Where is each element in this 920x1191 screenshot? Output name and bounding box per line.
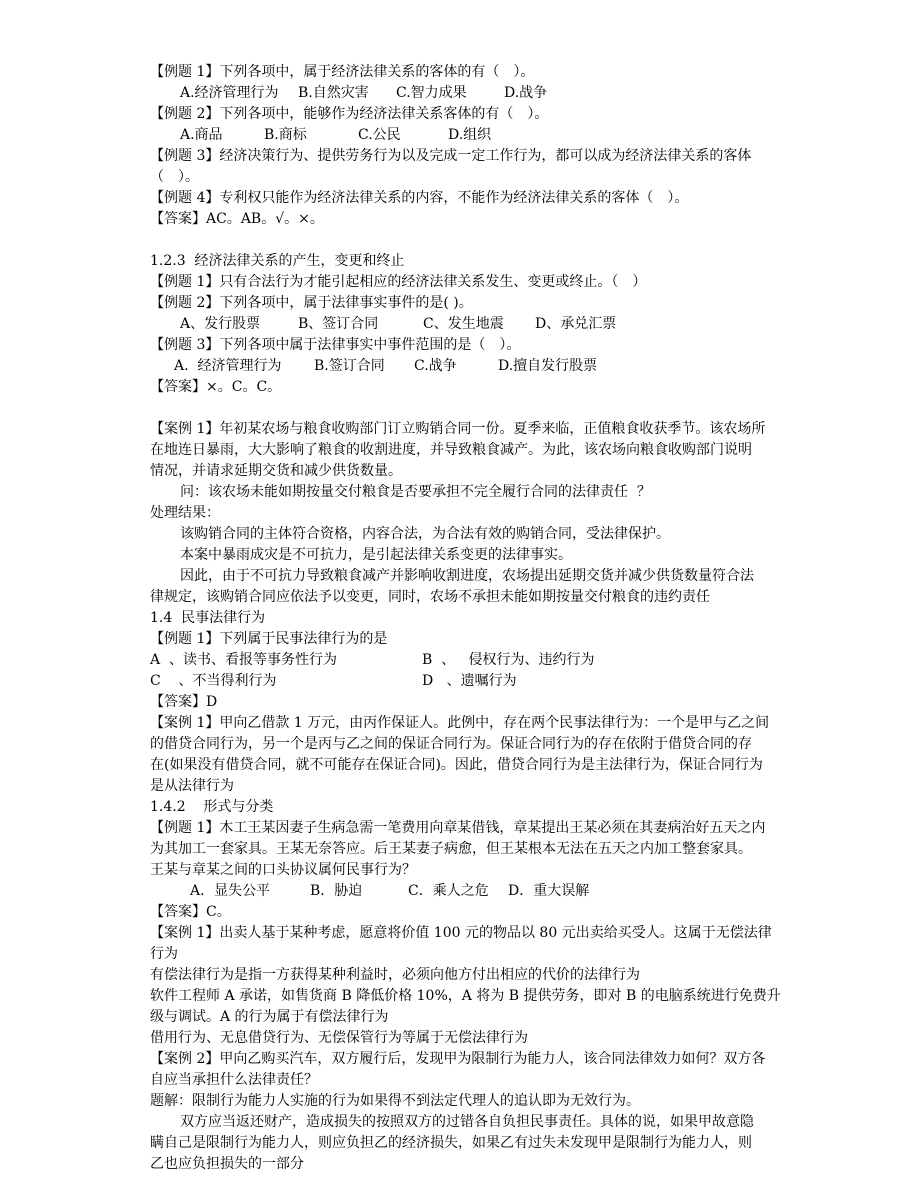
exercise-1-question: 【例题 1】木工王某因妻子生病急需一笔费用向章某借钱，章某提出王某必须在其妻病治好五天之内 [150, 820, 766, 836]
option: C 、不当得利行为 [150, 673, 277, 689]
case-1-text: 在地连日暴雨，大大影响了粮食的收割进度，并导致粮食减产。为此，该农场向粮食收购部门说明 [150, 442, 752, 458]
case-1-text: 是从法律行为 [150, 778, 234, 794]
case-2-solution: 双方应当返还财产，造成损失的按照双方的过错各自负担民事责任。具体的说，如果甲故意隐 [180, 1114, 754, 1130]
case-1-text: 借用行为、无息借贷行为、无偿保管行为等属于无偿法律行为 [150, 1030, 528, 1046]
option: C.战争 [414, 358, 457, 374]
case-2-solution: 题解：限制行为能力人实施的行为如果得不到法定代理人的追认即为无效行为。 [150, 1093, 640, 1109]
spacer [150, 398, 840, 419]
result-paragraph-cont: 律规定，该购销合同应依法予以变更，同时，农场不承担未能如期按量交付粮食的违约责任 [150, 589, 710, 605]
exercise-2-question: 【例题 2】下列各项中，属于法律事实事件的是( )。 [150, 295, 473, 311]
case-1-question: 问：该农场未能如期按量交付粮食是否要承担不完全履行合同的法律责任 ？ [180, 484, 651, 500]
case-1-text: 行为 [150, 946, 178, 962]
answer: 【答案】AC。AB。√。×。 [150, 211, 324, 227]
answer: 【答案】D [150, 694, 218, 710]
case-2-solution-cont: 乙也应负担损失的一部分 [150, 1156, 304, 1172]
option: B.签订合同 [314, 358, 385, 374]
options-row [150, 671, 840, 692]
option: D.战争 [504, 85, 548, 101]
option: A. 经济管理行为 [174, 358, 282, 374]
case-2-text: 自应当承担什么法律责任？ [150, 1072, 318, 1088]
option: C.智力成果 [396, 85, 467, 101]
case-1-text: 情况，并请求延期交货和减少供货数量。 [150, 463, 402, 479]
exercise-1-question: 【例题 1】下列属于民事法律行为的是 [150, 631, 388, 647]
exercise-1-question-cont: 为其加工一套家具。王某无奈答应。后王某妻子病愈，但王某根本无法在五天之内加工整套家具。 [150, 841, 752, 857]
case-2-solution-cont: 瞒自己是限制行为能力人，则应负担乙的经济损失，如果乙有过失未发现甲是限制行为能力人，则 [150, 1135, 752, 1151]
exercise-1-question: 【例题 1】下列各项中，属于经济法律关系的客体的有（ ）。 [150, 64, 535, 80]
case-1-text: 【案例 1】年初某农场与粮食收购部门订立购销合同一份。夏季来临，正值粮食收获季节。该农场所 [150, 421, 766, 437]
option: A 、读书、看报等事务性行为 [150, 652, 338, 668]
case-1-text: 有偿法律行为是指一方获得某种利益时，必须向他方付出相应的代价的法律行为 [150, 967, 640, 983]
answer: 【答案】C。 [150, 904, 231, 920]
case-1-text: 在(如果没有借贷合同，就不可能存在保证合同)。因此，借贷合同行为是主法律行为，保证合同行为 [150, 757, 763, 773]
result-paragraph: 因此，由于不可抗力导致粮食减产并影响收割进度，农场提出延期交货并减少供货数量符合法 [180, 568, 754, 584]
option: D．重大误解 [508, 883, 590, 899]
option: C．乘人之危 [408, 883, 489, 899]
exercise-3-question: 【例题 3】下列各项中属于法律事实中事件范围的是（ ）。 [150, 337, 521, 353]
case-1-text: 【案例 1】出卖人基于某种考虑，愿意将价值 100 元的物品以 80 元出卖给买受人。这属于无偿法律 [150, 925, 772, 941]
option: B.自然灾害 [298, 85, 369, 101]
exercise-1-options [150, 83, 840, 104]
spacer [150, 230, 840, 251]
option: C.公民 [358, 127, 401, 143]
option: D.组织 [448, 127, 492, 143]
exercise-3-question-cont: （ ）。 [150, 169, 199, 185]
answer: 【答案】×。C。C。 [150, 379, 282, 395]
case-1-text: 级与调试。A 的行为属于有偿法律行为 [150, 1009, 389, 1025]
exercise-2-options [150, 125, 840, 146]
option: A.经济管理行为 [180, 85, 279, 101]
result-paragraph: 本案中暴雨成灾是不可抗力，是引起法律关系变更的法律事实。 [180, 547, 572, 563]
exercise-1-question-cont: 王某与章某之间的口头协议属何民事行为？ [150, 862, 416, 878]
document-body [150, 62, 840, 1175]
option: B.商标 [264, 127, 307, 143]
options-row [150, 650, 840, 671]
option: D 、遗嘱行为 [422, 673, 517, 689]
option: B、签订合同 [298, 316, 379, 332]
exercise-4-question: 【例题 4】专利权只能作为经济法律关系的内容，不能作为经济法律关系的客体（ ）。 [150, 190, 689, 206]
exercise-3-question: 【例题 3】经济决策行为、提供劳务行为以及完成一定工作行为，都可以成为经济法律关系的客体 [150, 148, 752, 164]
option: D.擅自发行股票 [498, 358, 598, 374]
case-1-text: 【案例 1】甲向乙借款 1 万元，由丙作保证人。此例中，存在两个民事法律行为：一个是甲与乙之间 [150, 715, 770, 731]
section-heading: 1.4 民事法律行为 [150, 610, 266, 626]
option: D、承兑汇票 [535, 316, 617, 332]
option: B．胁迫 [310, 883, 363, 899]
exercise-1-question: 【例题 1】只有合法行为才能引起相应的经济法律关系发生、变更或终止。（ ） [150, 274, 647, 290]
case-1-text: 的借贷合同行为，另一个是丙与乙之间的保证合同行为。保证合同行为的存在依附于借贷合同的存 [150, 736, 752, 752]
exercise-3-options [150, 356, 840, 377]
section-heading: 1.4.2 形式与分类 [150, 799, 274, 815]
case-1-text: 软件工程师 A 承诺，如售货商 B 降低价格 10%，A 将为 B 提供劳务，即对 B 的电脑系统进行免费升 [150, 988, 781, 1004]
option: A.商品 [180, 127, 223, 143]
exercise-2-options [150, 314, 840, 335]
case-2-text: 【案例 2】甲向乙购买汽车，双方履行后，发现甲为限制行为能力人，该合同法律效力如何？双方各 [150, 1051, 766, 1067]
section-heading: 1.2.3 经济法律关系的产生，变更和终止 [150, 253, 405, 269]
option: B 、 侵权行为、违约行为 [422, 652, 595, 668]
exercise-1-options [150, 881, 840, 902]
option: A、发行股票 [180, 316, 261, 332]
option: A．显失公平 [190, 883, 271, 899]
option: C、发生地震 [423, 316, 504, 332]
result-paragraph: 该购销合同的主体符合资格，内容合法，为合法有效的购销合同，受法律保护。 [180, 526, 670, 542]
exercise-2-question: 【例题 2】下列各项中，能够作为经济法律关系客体的有（ ）。 [150, 106, 549, 122]
result-label: 处理结果： [150, 505, 220, 521]
